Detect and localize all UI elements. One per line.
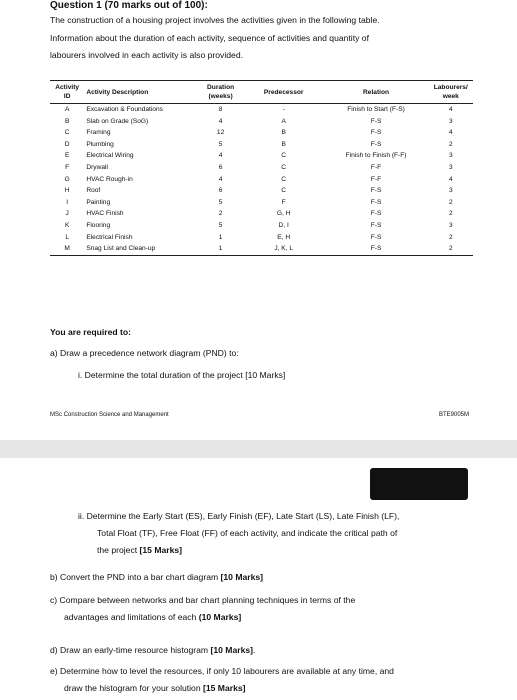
cell-activity-description: Plumbing <box>86 140 114 148</box>
cell-duration: 1 <box>218 233 223 241</box>
cell-duration: 8 <box>218 106 223 113</box>
cell-predecessor: C <box>281 175 287 183</box>
header-predecessor: Predecessor <box>244 81 324 104</box>
cell-predecessor: J, K, L <box>274 245 294 253</box>
cell-activity-id: E <box>64 152 70 160</box>
cell-activity-description: HVAC Finish <box>86 210 124 218</box>
cell-activity-id: L <box>65 233 69 241</box>
cell-predecessor: C <box>281 163 287 171</box>
cell-relation: F-S <box>370 245 382 253</box>
cell-relation: F-S <box>370 233 382 241</box>
cell-activity-id: G <box>64 175 70 183</box>
cell-activity-description: Painting <box>86 198 111 206</box>
cell-relation: Finish to Start (F-S) <box>347 106 405 113</box>
cell-activity-id: C <box>64 129 70 137</box>
cell-predecessor: B <box>281 140 286 148</box>
part-a-i-text: i. Determine the total duration of the project [10 Marks] <box>78 370 286 380</box>
cell-duration: 12 <box>216 129 225 137</box>
part-c-line: c) Compare between networks and bar chart planning techniques in terms of the <box>50 595 356 605</box>
intro-line: The construction of a housing project involves the activities given in the following table. <box>50 15 380 25</box>
cell-activity-description: Excavation & Foundations <box>86 106 163 113</box>
part-e-line: draw the histogram for your solution [15 Marks] <box>64 683 246 693</box>
cell-activity-id: H <box>64 187 70 195</box>
intro-paragraph <box>50 12 470 65</box>
table-row <box>50 243 473 255</box>
footer-code: BTE9005M <box>438 412 469 418</box>
cell-activity-description: Snag List and Clean-up <box>86 245 156 253</box>
cell-labourers: 2 <box>448 198 453 206</box>
cell-activity-id: F <box>65 163 70 171</box>
cell-labourers: 3 <box>448 163 453 171</box>
cell-activity-id: M <box>64 245 70 253</box>
table-row <box>50 150 473 162</box>
cell-duration: 6 <box>218 163 223 171</box>
cell-duration: 5 <box>218 198 223 206</box>
question-title: Question 1 (70 marks out of 100): <box>50 0 208 11</box>
cell-labourers: 4 <box>448 106 453 113</box>
cell-labourers: 4 <box>448 129 453 137</box>
cell-activity-description: Slab on Grade (SoG) <box>86 117 149 125</box>
page-two <box>0 458 517 700</box>
cell-labourers: 3 <box>448 117 453 125</box>
cell-duration: 4 <box>218 117 223 125</box>
part-a-ii-line: the project [15 Marks] <box>97 545 183 555</box>
table-row <box>50 162 473 174</box>
cell-relation: F-S <box>370 117 382 125</box>
cell-duration: 2 <box>218 210 223 218</box>
cell-relation: F-S <box>370 187 382 195</box>
cell-relation: F-S <box>370 221 382 229</box>
table-row <box>50 232 473 244</box>
part-e-line: e) Determine how to level the resources, if only 10 labourers are available at any time, and <box>50 666 394 676</box>
cell-labourers: 3 <box>448 187 453 195</box>
cell-duration: 6 <box>218 187 223 195</box>
cell-predecessor: C <box>281 152 287 160</box>
part-a: a) Draw a precedence network diagram (PND) to: <box>50 348 239 358</box>
cell-labourers: 3 <box>448 221 453 229</box>
cell-labourers: 2 <box>448 210 453 218</box>
cell-predecessor: - <box>282 106 285 113</box>
cell-duration: 1 <box>218 245 223 253</box>
cell-duration: 5 <box>218 140 223 148</box>
part-d: d) Draw an early-time resource histogram [10 Marks]. <box>50 645 256 655</box>
cell-activity-description: Roof <box>86 187 101 195</box>
cell-activity-id: K <box>64 221 70 229</box>
part-c-line: advantages and limitations of each (10 Marks] <box>64 612 242 622</box>
cell-predecessor: B <box>281 129 286 137</box>
cell-relation: F-S <box>370 140 382 148</box>
cell-activity-description: Framing <box>86 129 111 137</box>
intro-line: Information about the duration of each activity, sequence of activities and quantity of <box>50 32 369 43</box>
cell-predecessor: C <box>281 187 287 195</box>
table-row <box>50 208 473 220</box>
table-row <box>50 104 473 116</box>
cell-labourers: 2 <box>448 245 453 253</box>
header-activity-description: Activity Description <box>84 81 197 104</box>
cell-activity-id: J <box>65 210 69 218</box>
header-relation: Relation <box>324 81 429 104</box>
cell-duration: 5 <box>218 221 223 229</box>
header-duration: Duration (weeks) <box>197 81 243 104</box>
cell-relation: F-S <box>370 210 382 218</box>
header-activity-id: Activity ID <box>50 81 84 104</box>
cell-labourers: 3 <box>448 152 453 160</box>
cell-predecessor: E, H <box>277 233 291 241</box>
cell-predecessor: A <box>281 117 286 125</box>
part-a-ii-line: Total Float (TF), Free Float (FF) of each activity, and indicate the critical path of <box>97 528 398 538</box>
header-labourers: Labourers/ week <box>429 81 473 104</box>
cell-activity-id: I <box>66 198 69 206</box>
cell-duration: 4 <box>218 152 223 160</box>
cell-activity-description: Electrical Finish <box>86 233 133 241</box>
cell-activity-id: B <box>64 117 70 125</box>
cell-activity-description: Electrical Wiring <box>86 152 134 160</box>
part-a-i <box>78 370 285 380</box>
cell-activity-description: HVAC Rough-in <box>86 175 133 183</box>
cell-duration: 4 <box>218 175 223 183</box>
table-header-row <box>50 81 473 104</box>
redaction-block <box>370 468 468 500</box>
activity-table <box>50 80 473 256</box>
part-a-ii-line: ii. Determine the Early Start (ES), Early Finish (EF), Late Start (LS), Late Finish (LF), <box>78 511 400 521</box>
cell-activity-id: A <box>64 106 70 113</box>
intro-line: labourers involved in each activity is also provided. <box>50 50 243 60</box>
cell-relation: Finish to Finish (F-F) <box>345 152 407 160</box>
table-row <box>50 185 473 197</box>
cell-activity-description: Flooring <box>86 221 111 229</box>
part-a-ii <box>78 508 399 559</box>
table-row <box>50 220 473 232</box>
page-gap <box>0 440 517 458</box>
cell-predecessor: G, H <box>276 210 291 218</box>
table-row <box>50 116 473 128</box>
table-row <box>50 174 473 186</box>
footer-course: MSc Construction Science and Management <box>50 412 169 418</box>
cell-labourers: 2 <box>448 140 453 148</box>
cell-relation: F-F <box>370 175 382 183</box>
cell-activity-id: D <box>64 140 70 148</box>
table-row <box>50 197 473 209</box>
cell-activity-description: Drywall <box>86 163 108 171</box>
part-c <box>50 592 355 626</box>
cell-labourers: 2 <box>448 233 453 241</box>
part-b: b) Convert the PND into a bar chart diagram [10 Marks] <box>50 572 264 582</box>
cell-relation: F-S <box>370 129 382 137</box>
part-e <box>50 663 394 697</box>
table-row <box>50 127 473 139</box>
cell-relation: F-S <box>370 198 382 206</box>
cell-predecessor: D, I <box>278 221 289 229</box>
cell-predecessor: F <box>281 198 286 206</box>
cell-relation: F-F <box>370 163 382 171</box>
table-row <box>50 139 473 151</box>
required-heading: You are required to: <box>50 327 132 337</box>
cell-labourers: 4 <box>448 175 453 183</box>
